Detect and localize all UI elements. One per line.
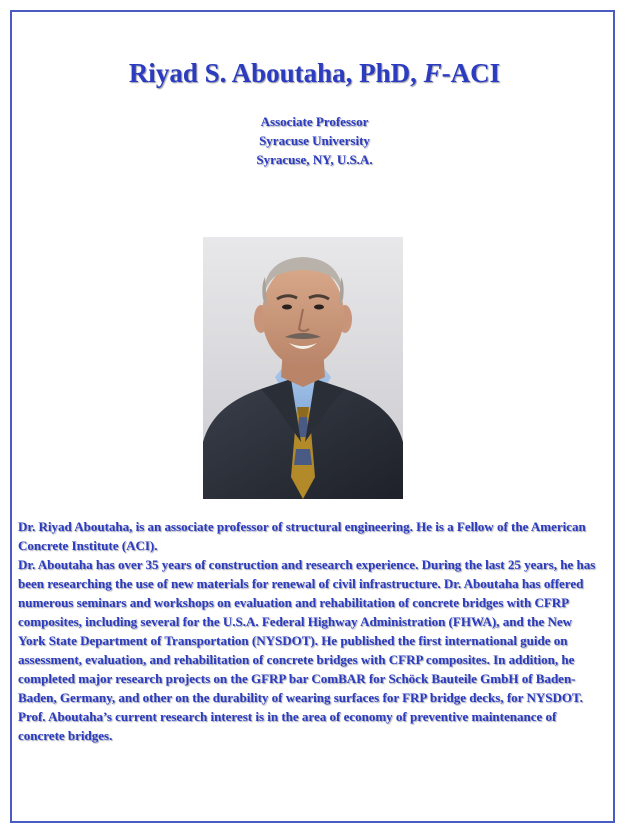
position-title: Associate Professor (260, 114, 369, 129)
credential-suffix: -ACI (441, 58, 501, 88)
page-title (0, 58, 629, 89)
portrait-photo (203, 237, 403, 499)
location-text: Syracuse, NY, U.S.A. (256, 152, 373, 167)
portrait-illustration (203, 237, 403, 499)
credential-text: F (423, 58, 442, 88)
bio-paragraph-1: Dr. Riyad Aboutaha, is an associate professor of structural engineering. He is a Fellow of the American Concrete Institute (ACI). (18, 519, 586, 553)
bio-paragraph-2: Dr. Aboutaha has over 35 years of construction and research experience. During the last 25 years, he has been researching the use of new materials for renewal of civil infrastructure. Dr. Aboutaha has offered numerous seminars and workshops on evaluation and rehabilitation of concrete bridges with CFRP composites, including several for the U.S.A. Federal Highway Administration (FHWA), and the New York State Department of Transportation (NYSDOT). He published the first international guide on assessment, evaluation, and rehabilitation of concrete bridges with CFRP composites. In addition, he completed major research projects on the GFRP bar ComBAR for Schöck Bauteile GmbH of Baden-Baden, Germany, and other on the durability of wearing surfaces for FRP bridge decks, for NYSDOT. Prof. Aboutaha’s current research interest is in the area of economy of preventive maintenance of concrete bridges. (18, 557, 596, 743)
name-text: Riyad S. Aboutaha, PhD, (128, 58, 424, 88)
university-name: Syracuse University (259, 133, 370, 148)
affiliation-block (0, 112, 629, 169)
biography (18, 517, 598, 745)
